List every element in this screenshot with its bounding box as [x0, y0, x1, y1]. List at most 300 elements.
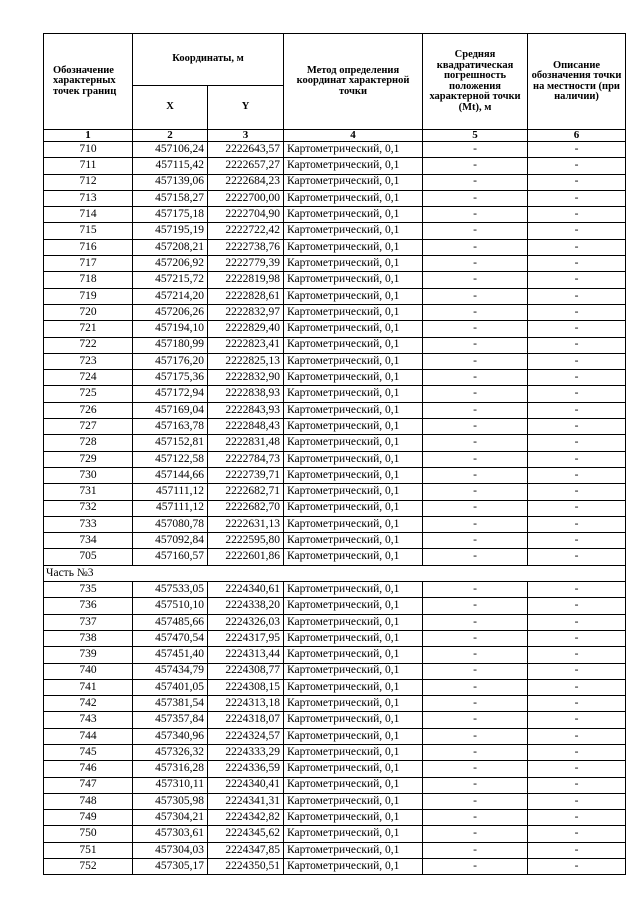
point-number-cell: 718 [44, 272, 133, 288]
x-coordinate-cell: 457092,84 [133, 533, 208, 549]
method-cell: Картометрический, 0,1 [284, 793, 423, 809]
description-cell: - [528, 321, 626, 337]
column-number: 4 [284, 130, 423, 142]
mean-error-cell: - [423, 582, 528, 598]
table-row [44, 859, 626, 875]
y-coordinate-cell: 2222700,00 [208, 190, 284, 206]
table-row [44, 484, 626, 500]
description-cell: - [528, 370, 626, 386]
point-number-cell: 734 [44, 533, 133, 549]
method-cell: Картометрический, 0,1 [284, 630, 423, 646]
x-coordinate-cell: 457470,54 [133, 630, 208, 646]
y-coordinate-cell: 2224340,41 [208, 777, 284, 793]
method-cell: Картометрический, 0,1 [284, 598, 423, 614]
y-coordinate-cell: 2224341,31 [208, 793, 284, 809]
table-row [44, 190, 626, 206]
y-coordinate-cell: 2224345,62 [208, 826, 284, 842]
mean-error-cell: - [423, 337, 528, 353]
description-cell: - [528, 777, 626, 793]
mean-error-cell: - [423, 549, 528, 565]
boundary-points-table [43, 33, 626, 875]
mean-error-cell: - [423, 761, 528, 777]
column-number: 1 [44, 130, 133, 142]
table-row [44, 500, 626, 516]
point-number-cell: 736 [44, 598, 133, 614]
header-x: X [133, 86, 208, 130]
point-number-cell: 738 [44, 630, 133, 646]
point-number-cell: 720 [44, 304, 133, 320]
description-cell: - [528, 435, 626, 451]
y-coordinate-cell: 2222595,80 [208, 533, 284, 549]
mean-error-cell: - [423, 500, 528, 516]
point-number-cell: 731 [44, 484, 133, 500]
method-cell: Картометрический, 0,1 [284, 728, 423, 744]
table-row [44, 712, 626, 728]
description-cell: - [528, 223, 626, 239]
x-coordinate-cell: 457357,84 [133, 712, 208, 728]
y-coordinate-cell: 2222823,41 [208, 337, 284, 353]
table-row [44, 761, 626, 777]
method-cell: Картометрический, 0,1 [284, 712, 423, 728]
description-cell: - [528, 663, 626, 679]
x-coordinate-cell: 457176,20 [133, 353, 208, 369]
point-number-cell: 711 [44, 158, 133, 174]
table-row [44, 402, 626, 418]
method-cell: Картометрический, 0,1 [284, 467, 423, 483]
point-number-cell: 752 [44, 859, 133, 875]
method-cell: Картометрический, 0,1 [284, 337, 423, 353]
y-coordinate-cell: 2222704,90 [208, 207, 284, 223]
point-number-cell: 716 [44, 239, 133, 255]
mean-error-cell: - [423, 663, 528, 679]
mean-error-cell: - [423, 451, 528, 467]
x-coordinate-cell: 457106,24 [133, 142, 208, 158]
description-cell: - [528, 696, 626, 712]
method-cell: Картометрический, 0,1 [284, 353, 423, 369]
description-cell: - [528, 402, 626, 418]
method-cell: Картометрический, 0,1 [284, 174, 423, 190]
table-row [44, 337, 626, 353]
x-coordinate-cell: 457304,03 [133, 842, 208, 858]
x-coordinate-cell: 457080,78 [133, 516, 208, 532]
table-row [44, 386, 626, 402]
description-cell: - [528, 533, 626, 549]
point-number-cell: 728 [44, 435, 133, 451]
mean-error-cell: - [423, 533, 528, 549]
table-row [44, 272, 626, 288]
x-coordinate-cell: 457175,18 [133, 207, 208, 223]
x-coordinate-cell: 457326,32 [133, 744, 208, 760]
point-number-cell: 730 [44, 467, 133, 483]
mean-error-cell: - [423, 402, 528, 418]
point-number-cell: 733 [44, 516, 133, 532]
x-coordinate-cell: 457485,66 [133, 614, 208, 630]
mean-error-cell: - [423, 435, 528, 451]
table-row [44, 533, 626, 549]
x-coordinate-cell: 457533,05 [133, 582, 208, 598]
mean-error-cell: - [423, 386, 528, 402]
y-coordinate-cell: 2222832,90 [208, 370, 284, 386]
y-coordinate-cell: 2222779,39 [208, 256, 284, 272]
method-cell: Картометрический, 0,1 [284, 842, 423, 858]
method-cell: Картометрический, 0,1 [284, 777, 423, 793]
point-number-cell: 714 [44, 207, 133, 223]
mean-error-cell: - [423, 353, 528, 369]
x-coordinate-cell: 457316,28 [133, 761, 208, 777]
method-cell: Картометрический, 0,1 [284, 207, 423, 223]
x-coordinate-cell: 457158,27 [133, 190, 208, 206]
point-number-cell: 710 [44, 142, 133, 158]
mean-error-cell: - [423, 370, 528, 386]
description-cell: - [528, 630, 626, 646]
header-description: Описание обозначения точки на местности (при наличии) [528, 34, 626, 130]
x-coordinate-cell: 457340,96 [133, 728, 208, 744]
description-cell: - [528, 500, 626, 516]
y-coordinate-cell: 2222631,13 [208, 516, 284, 532]
table-row [44, 810, 626, 826]
y-coordinate-cell: 2222738,76 [208, 239, 284, 255]
y-coordinate-cell: 2224347,85 [208, 842, 284, 858]
y-coordinate-cell: 2222825,13 [208, 353, 284, 369]
x-coordinate-cell: 457169,04 [133, 402, 208, 418]
point-number-cell: 712 [44, 174, 133, 190]
point-number-cell: 746 [44, 761, 133, 777]
mean-error-cell: - [423, 190, 528, 206]
document-sheet [43, 33, 625, 875]
method-cell: Картометрический, 0,1 [284, 679, 423, 695]
table-row [44, 582, 626, 598]
method-cell: Картометрический, 0,1 [284, 582, 423, 598]
section-title: Часть №3 [44, 565, 626, 581]
description-cell: - [528, 549, 626, 565]
description-cell: - [528, 239, 626, 255]
y-coordinate-cell: 2222819,98 [208, 272, 284, 288]
method-cell: Картометрический, 0,1 [284, 272, 423, 288]
description-cell: - [528, 174, 626, 190]
point-number-cell: 723 [44, 353, 133, 369]
x-coordinate-cell: 457115,42 [133, 158, 208, 174]
mean-error-cell: - [423, 777, 528, 793]
y-coordinate-cell: 2222848,43 [208, 419, 284, 435]
section-row [44, 565, 626, 581]
y-coordinate-cell: 2224308,77 [208, 663, 284, 679]
description-cell: - [528, 761, 626, 777]
description-cell: - [528, 207, 626, 223]
y-coordinate-cell: 2224308,15 [208, 679, 284, 695]
table-row [44, 142, 626, 158]
table-row [44, 777, 626, 793]
x-coordinate-cell: 457152,81 [133, 435, 208, 451]
y-coordinate-cell: 2224350,51 [208, 859, 284, 875]
x-coordinate-cell: 457163,78 [133, 419, 208, 435]
x-coordinate-cell: 457303,61 [133, 826, 208, 842]
mean-error-cell: - [423, 207, 528, 223]
mean-error-cell: - [423, 810, 528, 826]
table-row [44, 239, 626, 255]
description-cell: - [528, 386, 626, 402]
point-number-cell: 745 [44, 744, 133, 760]
section-header-body [44, 565, 626, 581]
column-number: 2 [133, 130, 208, 142]
mean-error-cell: - [423, 793, 528, 809]
mean-error-cell: - [423, 744, 528, 760]
table-row [44, 728, 626, 744]
mean-error-cell: - [423, 174, 528, 190]
description-cell: - [528, 272, 626, 288]
point-number-cell: 751 [44, 842, 133, 858]
method-cell: Картометрический, 0,1 [284, 451, 423, 467]
description-cell: - [528, 288, 626, 304]
method-cell: Картометрический, 0,1 [284, 744, 423, 760]
header-point-designation: Обозначение характерных точек границ [44, 34, 133, 130]
method-cell: Картометрический, 0,1 [284, 402, 423, 418]
x-coordinate-cell: 457304,21 [133, 810, 208, 826]
x-coordinate-cell: 457111,12 [133, 484, 208, 500]
table-body-part-b [44, 582, 626, 875]
method-cell: Картометрический, 0,1 [284, 386, 423, 402]
description-cell: - [528, 810, 626, 826]
mean-error-cell: - [423, 142, 528, 158]
table-row [44, 419, 626, 435]
method-cell: Картометрический, 0,1 [284, 288, 423, 304]
x-coordinate-cell: 457434,79 [133, 663, 208, 679]
x-coordinate-cell: 457215,72 [133, 272, 208, 288]
method-cell: Картометрический, 0,1 [284, 826, 423, 842]
description-cell: - [528, 647, 626, 663]
mean-error-cell: - [423, 484, 528, 500]
description-cell: - [528, 353, 626, 369]
description-cell: - [528, 158, 626, 174]
table-body-part-a [44, 142, 626, 566]
description-cell: - [528, 728, 626, 744]
mean-error-cell: - [423, 647, 528, 663]
point-number-cell: 732 [44, 500, 133, 516]
table-row [44, 679, 626, 695]
description-cell: - [528, 826, 626, 842]
mean-error-cell: - [423, 614, 528, 630]
x-coordinate-cell: 457310,11 [133, 777, 208, 793]
y-coordinate-cell: 2222832,97 [208, 304, 284, 320]
table-row [44, 598, 626, 614]
y-coordinate-cell: 2222831,48 [208, 435, 284, 451]
x-coordinate-cell: 457180,99 [133, 337, 208, 353]
point-number-cell: 749 [44, 810, 133, 826]
mean-error-cell: - [423, 598, 528, 614]
x-coordinate-cell: 457175,36 [133, 370, 208, 386]
mean-error-cell: - [423, 321, 528, 337]
y-coordinate-cell: 2224336,59 [208, 761, 284, 777]
method-cell: Картометрический, 0,1 [284, 761, 423, 777]
y-coordinate-cell: 2222829,40 [208, 321, 284, 337]
method-cell: Картометрический, 0,1 [284, 614, 423, 630]
point-number-cell: 727 [44, 419, 133, 435]
mean-error-cell: - [423, 679, 528, 695]
table-row [44, 158, 626, 174]
mean-error-cell: - [423, 256, 528, 272]
description-cell: - [528, 614, 626, 630]
method-cell: Картометрический, 0,1 [284, 223, 423, 239]
x-coordinate-cell: 457451,40 [133, 647, 208, 663]
method-cell: Картометрический, 0,1 [284, 696, 423, 712]
table-row [44, 630, 626, 646]
method-cell: Картометрический, 0,1 [284, 435, 423, 451]
y-coordinate-cell: 2224324,57 [208, 728, 284, 744]
x-coordinate-cell: 457510,10 [133, 598, 208, 614]
description-cell: - [528, 484, 626, 500]
description-cell: - [528, 467, 626, 483]
y-coordinate-cell: 2222784,73 [208, 451, 284, 467]
x-coordinate-cell: 457111,12 [133, 500, 208, 516]
y-coordinate-cell: 2224326,03 [208, 614, 284, 630]
mean-error-cell: - [423, 728, 528, 744]
method-cell: Картометрический, 0,1 [284, 370, 423, 386]
table-row [44, 451, 626, 467]
table-row [44, 353, 626, 369]
method-cell: Картометрический, 0,1 [284, 500, 423, 516]
point-number-cell: 741 [44, 679, 133, 695]
table-row [44, 826, 626, 842]
x-coordinate-cell: 457160,57 [133, 549, 208, 565]
mean-error-cell: - [423, 842, 528, 858]
description-cell: - [528, 679, 626, 695]
mean-error-cell: - [423, 304, 528, 320]
method-cell: Картометрический, 0,1 [284, 516, 423, 532]
point-number-cell: 743 [44, 712, 133, 728]
point-number-cell: 726 [44, 402, 133, 418]
mean-error-cell: - [423, 696, 528, 712]
method-cell: Картометрический, 0,1 [284, 533, 423, 549]
x-coordinate-cell: 457305,17 [133, 859, 208, 875]
point-number-cell: 713 [44, 190, 133, 206]
table-header [44, 34, 626, 142]
table-row [44, 696, 626, 712]
y-coordinate-cell: 2222722,42 [208, 223, 284, 239]
y-coordinate-cell: 2222828,61 [208, 288, 284, 304]
table-row [44, 370, 626, 386]
y-coordinate-cell: 2224338,20 [208, 598, 284, 614]
x-coordinate-cell: 457172,94 [133, 386, 208, 402]
mean-error-cell: - [423, 630, 528, 646]
y-coordinate-cell: 2224318,07 [208, 712, 284, 728]
table-row [44, 663, 626, 679]
method-cell: Картометрический, 0,1 [284, 549, 423, 565]
table-row [44, 647, 626, 663]
x-coordinate-cell: 457195,19 [133, 223, 208, 239]
table-row [44, 223, 626, 239]
point-number-cell: 717 [44, 256, 133, 272]
method-cell: Картометрический, 0,1 [284, 484, 423, 500]
description-cell: - [528, 842, 626, 858]
column-number: 6 [528, 130, 626, 142]
y-coordinate-cell: 2224313,44 [208, 647, 284, 663]
table-row [44, 304, 626, 320]
method-cell: Картометрический, 0,1 [284, 647, 423, 663]
point-number-cell: 715 [44, 223, 133, 239]
mean-error-cell: - [423, 272, 528, 288]
x-coordinate-cell: 457214,20 [133, 288, 208, 304]
column-number: 3 [208, 130, 284, 142]
method-cell: Картометрический, 0,1 [284, 321, 423, 337]
x-coordinate-cell: 457305,98 [133, 793, 208, 809]
header-mean-error: Средняя квадратическая погрешность положения характерной точки (Mt), м [423, 34, 528, 130]
table-row [44, 207, 626, 223]
method-cell: Картометрический, 0,1 [284, 663, 423, 679]
point-number-cell: 750 [44, 826, 133, 842]
y-coordinate-cell: 2222843,93 [208, 402, 284, 418]
point-number-cell: 721 [44, 321, 133, 337]
x-coordinate-cell: 457381,54 [133, 696, 208, 712]
column-number: 5 [423, 130, 528, 142]
method-cell: Картометрический, 0,1 [284, 239, 423, 255]
table-row [44, 435, 626, 451]
table-row [44, 614, 626, 630]
y-coordinate-cell: 2222601,86 [208, 549, 284, 565]
description-cell: - [528, 142, 626, 158]
point-number-cell: 724 [44, 370, 133, 386]
point-number-cell: 744 [44, 728, 133, 744]
table-row [44, 793, 626, 809]
x-coordinate-cell: 457144,66 [133, 467, 208, 483]
point-number-cell: 748 [44, 793, 133, 809]
mean-error-cell: - [423, 288, 528, 304]
method-cell: Картометрический, 0,1 [284, 304, 423, 320]
column-number-row [44, 130, 626, 142]
header-method: Метод определения координат характерной точки [284, 34, 423, 130]
description-cell: - [528, 582, 626, 598]
x-coordinate-cell: 457139,06 [133, 174, 208, 190]
table-row [44, 516, 626, 532]
method-cell: Картометрический, 0,1 [284, 190, 423, 206]
description-cell: - [528, 304, 626, 320]
mean-error-cell: - [423, 158, 528, 174]
y-coordinate-cell: 2224342,82 [208, 810, 284, 826]
point-number-cell: 742 [44, 696, 133, 712]
table-row [44, 288, 626, 304]
method-cell: Картометрический, 0,1 [284, 419, 423, 435]
point-number-cell: 729 [44, 451, 133, 467]
y-coordinate-cell: 2222838,93 [208, 386, 284, 402]
y-coordinate-cell: 2224317,95 [208, 630, 284, 646]
description-cell: - [528, 598, 626, 614]
table-row [44, 174, 626, 190]
point-number-cell: 739 [44, 647, 133, 663]
y-coordinate-cell: 2222657,27 [208, 158, 284, 174]
table-row [44, 549, 626, 565]
mean-error-cell: - [423, 826, 528, 842]
y-coordinate-cell: 2224313,18 [208, 696, 284, 712]
mean-error-cell: - [423, 239, 528, 255]
y-coordinate-cell: 2222684,23 [208, 174, 284, 190]
x-coordinate-cell: 457401,05 [133, 679, 208, 695]
table-row [44, 256, 626, 272]
y-coordinate-cell: 2222643,57 [208, 142, 284, 158]
description-cell: - [528, 337, 626, 353]
point-number-cell: 740 [44, 663, 133, 679]
header-coordinates: Координаты, м [133, 34, 284, 86]
description-cell: - [528, 451, 626, 467]
table-row [44, 744, 626, 760]
table-row [44, 321, 626, 337]
method-cell: Картометрический, 0,1 [284, 810, 423, 826]
point-number-cell: 747 [44, 777, 133, 793]
x-coordinate-cell: 457122,58 [133, 451, 208, 467]
x-coordinate-cell: 457206,92 [133, 256, 208, 272]
x-coordinate-cell: 457206,26 [133, 304, 208, 320]
mean-error-cell: - [423, 223, 528, 239]
method-cell: Картометрический, 0,1 [284, 142, 423, 158]
mean-error-cell: - [423, 516, 528, 532]
y-coordinate-cell: 2222739,71 [208, 467, 284, 483]
